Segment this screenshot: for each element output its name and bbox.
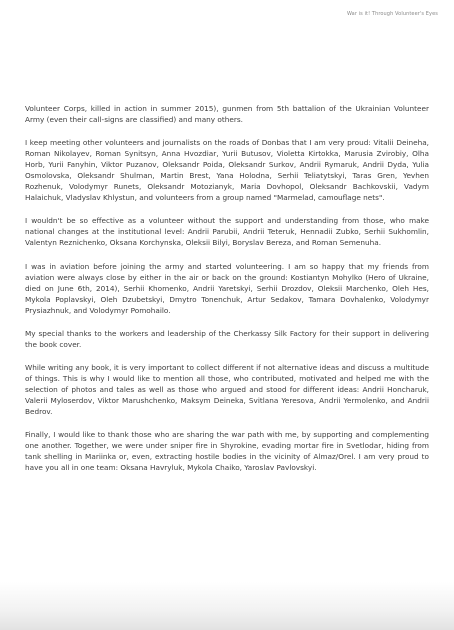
paragraph: While writing any book, it is very important to collect different if not alternative ideas and discuss a multitude of things. This is why I would like to mention all those, who contributed, motivated and helped me with the selection of photos and tales as well as those who argued and stood for different ideas: Andrii Honcharuk, Valerii Myloserdov, Viktor Marushchenko, Maksym Deineka, Svitlana Yeresova, Andrii Yermolenko, and Andrii Bedrov. [25, 362, 429, 417]
paragraph: I was in aviation before joining the army and started volunteering. I am so happy that my friends from aviation were always close by either in the air or back on the ground: Kostiantyn Mohylko (Hero of Ukraine, died on June 6th, 2014), Serhii Khomenko, Andrii Yaretskyi, Serhii Drozdov, Oleksii Marchenko, Oleh Hes, Mykola Poplavskyi, Oleh Dzubetskyi, Dmytro Tonenchuk, Artur Sedakov, Tamara Dovhalenko, Volodymyr Prysiazhnuk, and Volodymyr Pomohailo. [25, 261, 429, 315]
paragraph: I wouldn't be so effective as a volunteer without the support and understanding from those, who make national changes at the institutional level: Andrii Parubii, Andrii Teteruk, Hennadii Zubko, Serhii Sukhomlin, Valentyn Reznichenko, Oksana Korchynska, Oleksii Bilyi, Boryslav Bereza, and Roman Semenuha. [25, 216, 429, 248]
paragraph: My special thanks to the workers and leadership of the Cherkassy Silk Factory for their support in delivering the book cover. [25, 328, 429, 349]
running-header: War is it! Through Volunteer's Eyes [346, 11, 438, 17]
paragraph: Finally, I would like to thank those who are sharing the war path with me, by supporting and complementing one another. Together, we were under sniper fire in Shyrokine, evading mortar fire in Svetlodar, hiding from tank shelling in Mariinka or, even, extracting hostile bodies in the vicinity of Almaz/Orel. I am very proud to have you all in one team: Oksana Havryluk, Mykola Chaiko, Yaroslav Pavlovskyi. [25, 430, 429, 473]
body-text [25, 103, 429, 485]
paragraph: Volunteer Corps, killed in action in summer 2015), gunmen from 5th battalion of the Ukrainian Volunteer Army (even their call-signs are classified) and many others. [25, 104, 429, 125]
page-bottom-shadow [0, 582, 454, 630]
paragraph: I keep meeting other volunteers and journalists on the roads of Donbas that I am very proud: Vitalii Deineha, Roman Nikolayev, Roman Synitsyn, Anna Hvozdiar, Yurii Butusov, Violetta Kirtokka, Marusia Zvirobiy, Olha Horb, Yurii Fanyhin, Viktor Puzanov, Oleksandr Poida, Oleksandr Surkov, Andrii Rymaruk, Andrii Dyda, Yulia Osmolovska, Oleksandr Shulman, Martin Brest, Yana Holodna, Serhii Teliatytskyi, Taras Gren, Yevhen Rozhenuk, Volodymyr Runets, Oleksandr Motozianyk, Maria Dovhopol, Oleksandr Bachkovskii, Vadym Halaichuk, Vladyslav Khlystun, and volunteers from a group named "Marmelad, camouflage nets". [25, 138, 429, 203]
